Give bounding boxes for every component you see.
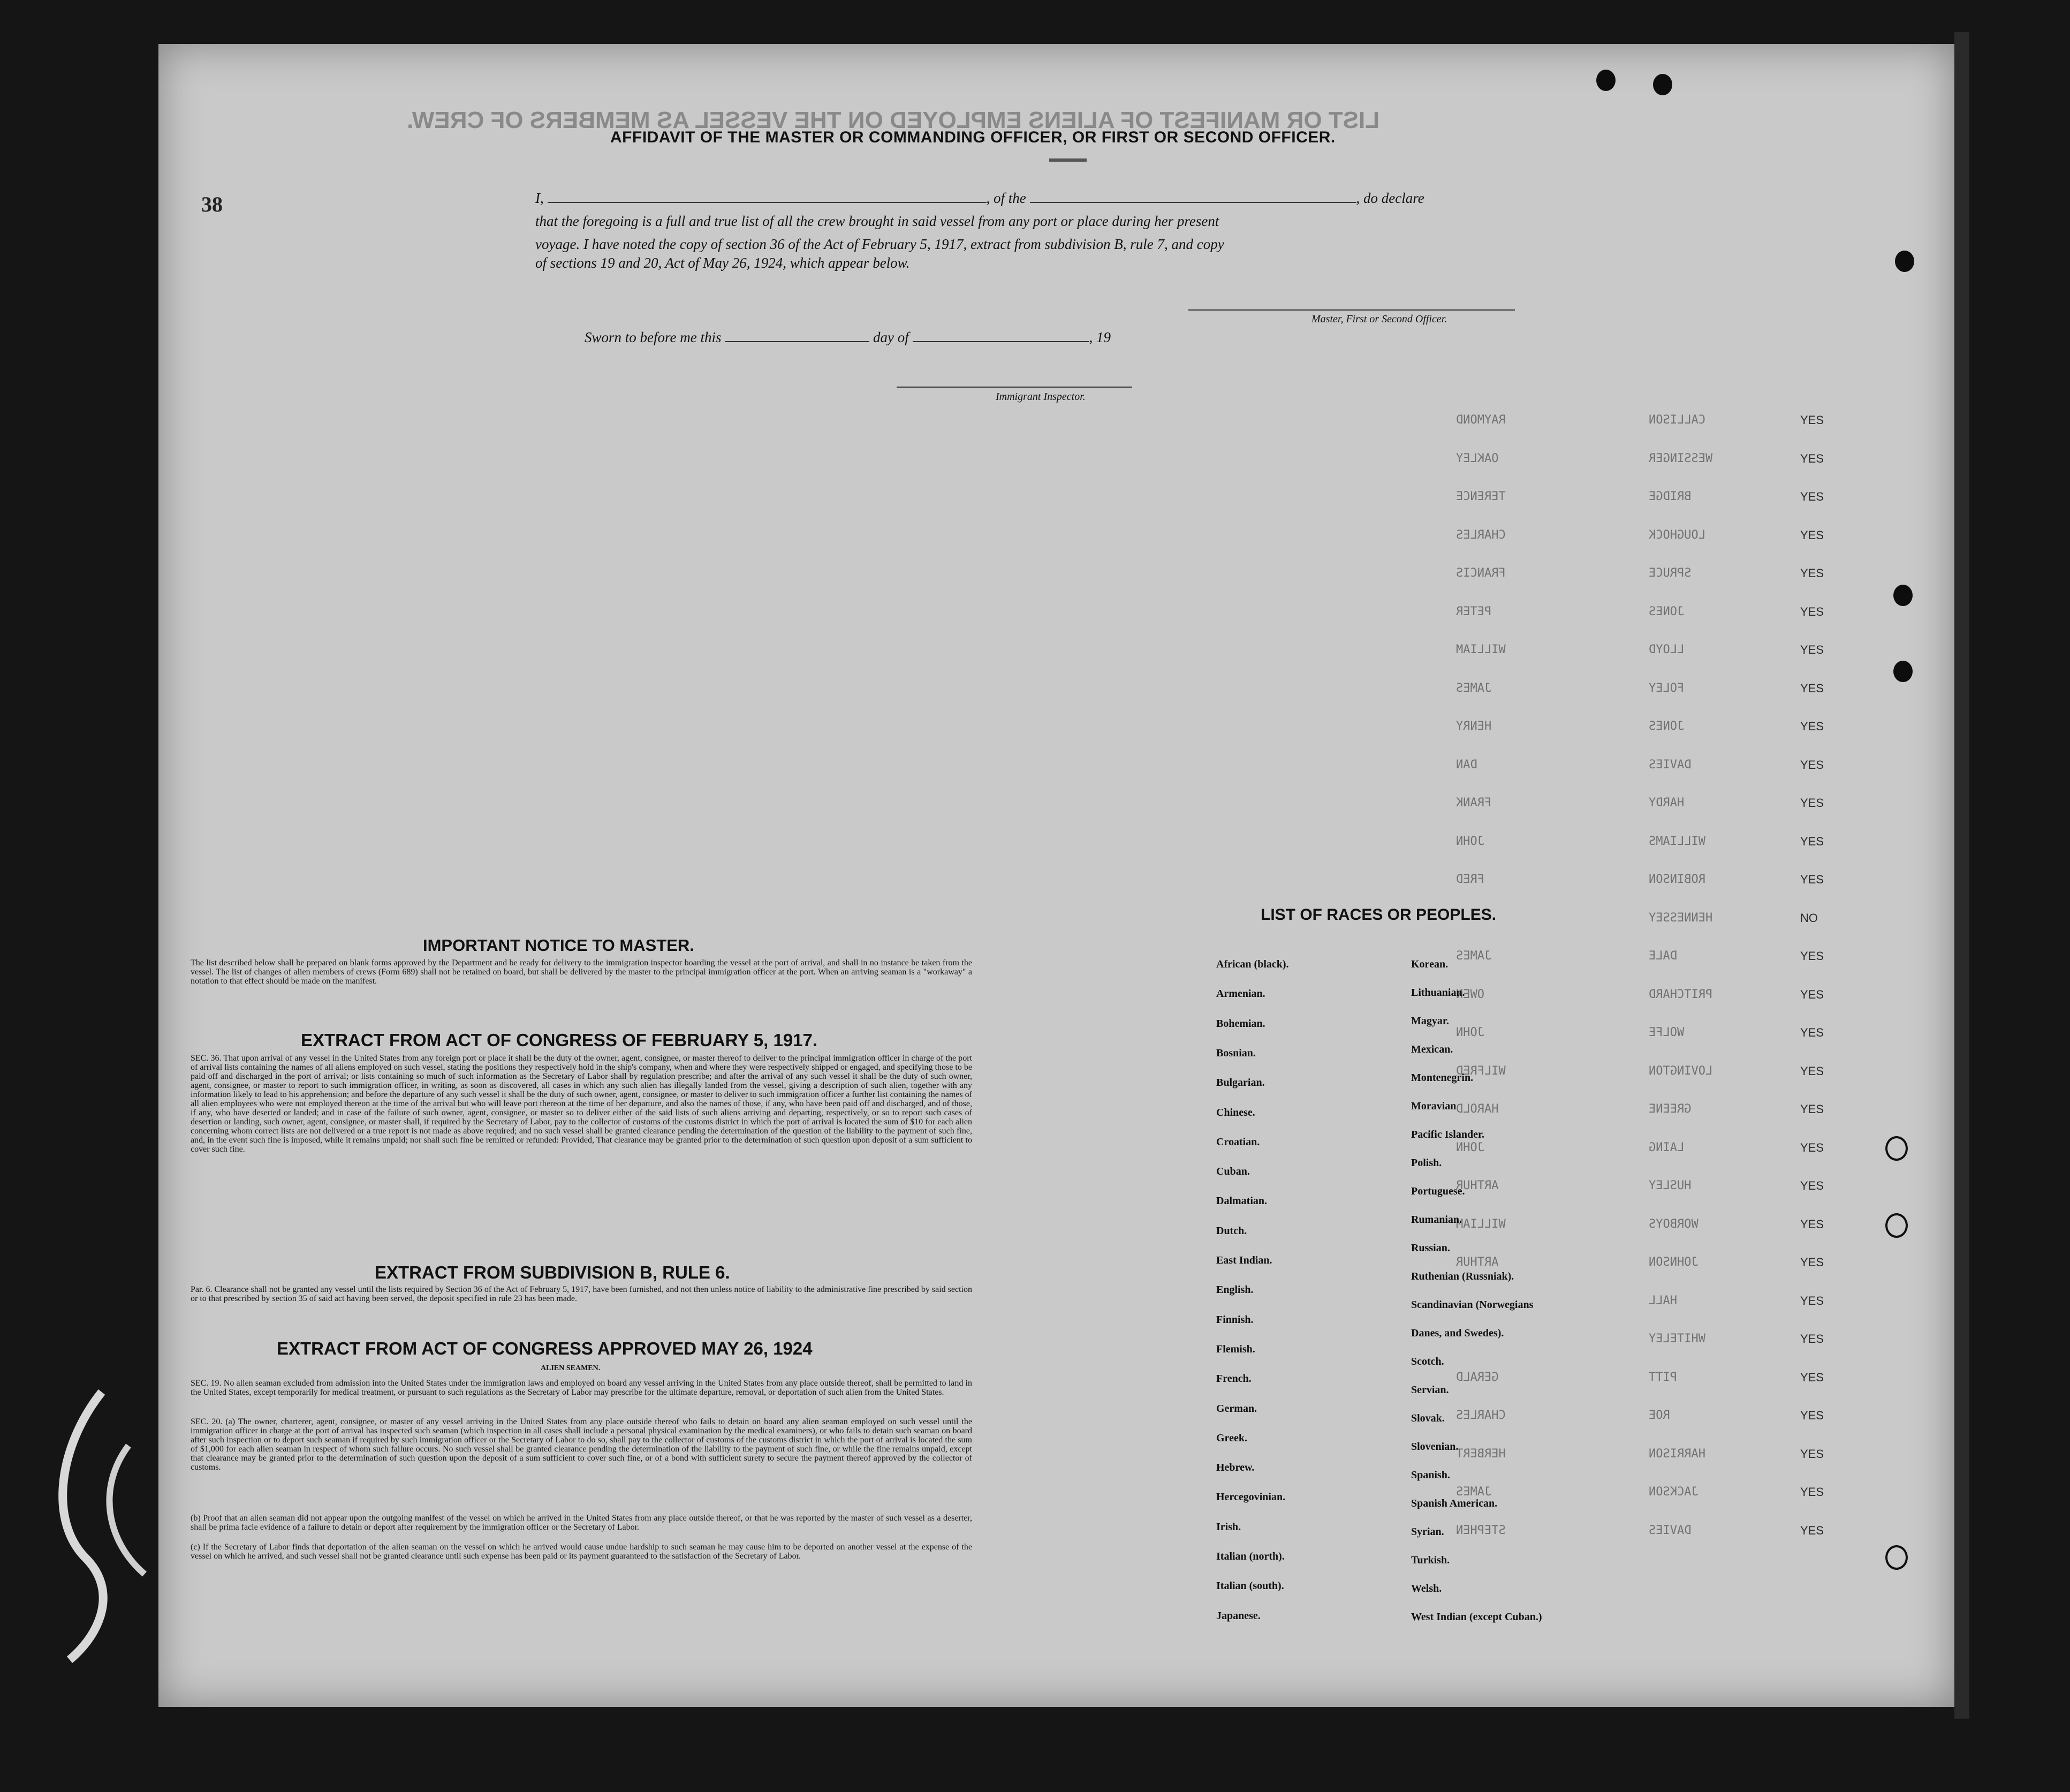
race-item: Bulgarian. <box>1216 1077 1265 1088</box>
race-item: Scotch. <box>1411 1356 1444 1367</box>
row-given-name: JAMES <box>1456 1485 1492 1499</box>
row-mark: YES <box>1800 566 1824 580</box>
row-mark: YES <box>1800 1102 1824 1116</box>
of-the-label: , of the <box>986 190 1026 206</box>
do-declare-label: , do declare <box>1356 190 1424 206</box>
race-item: Ruthenian (Russniak). <box>1411 1271 1514 1282</box>
row-mark: YES <box>1800 1485 1824 1499</box>
center-rule <box>1049 158 1087 162</box>
row-surname: ROBINSON <box>1649 873 1705 886</box>
punch-hole-icon <box>1893 661 1913 682</box>
row-mark: YES <box>1800 1371 1824 1384</box>
races-title: LIST OF RACES OR PEOPLES. <box>1261 906 1497 924</box>
affidavit-title: AFFIDAVIT OF THE MASTER OR COMMANDING OFFICER, OR FIRST OR SECOND OFFICER. <box>610 128 1336 146</box>
race-item: Italian (south). <box>1216 1580 1284 1592</box>
extract-1917-heading: EXTRACT FROM ACT OF CONGRESS OF FEBRUARY 5, 1917. <box>301 1030 818 1050</box>
race-item: East Indian. <box>1216 1254 1272 1266</box>
row-mark: YES <box>1800 988 1824 1001</box>
row-mark: YES <box>1800 1294 1824 1307</box>
sworn-line <box>585 329 1111 346</box>
race-item: Moravian <box>1411 1100 1457 1112</box>
extract-1917-text: SEC. 36. That upon arrival of any vessel in the United States from any foreign port or place it shall be the duty of the owner, agent, consignee, or master thereof to deliver to the principal immigration officer in charge of the port of arrival lists containing the names of all aliens employed on such vessel, stating the positions they respectively hold in the ship's company, when and where they were respectively shipped or engaged, and specifying those to be paid off and discharged in the port of arrival; or lists containing so much of such information as the Secretary of Labor shall by regulation prescribe; and after the arrival of any such vessel it shall be the duty of such owner, agent, consignee, or master to report to such immigration officer, in writing, as soon as discovered, all cases in which any such alien has illegally landed from the vessel, giving a description of such alien, together with any information likely to lead to his apprehension; and before the departure of any such vessel it shall be the duty of such owner, agent, consignee, or master to deliver to such immigration officer a further list containing the names of all alien employees who were not employed thereon at the time of the arrival but who will leave port thereon at the time of her departure, and also the names of those, if any, who have been paid off and discharged, and of those, if any, who have deserted or landed; and in case of the failure of such owner, agent, consignee, or master so to deliver either of the said lists of such aliens arriving and departing, respectively, or so to report such cases of desertion or landing, such owner, agent, consignee, or master shall, if required by the Secretary of Labor, pay to the collector of customs of the customs district in which the port of arrival is located the sum of $10 for each alien concerning whom correct lists are not delivered or a true report is not made as above required; and no such vessel shall be granted clearance pending the determination of the question of the liability to the payment of such fine, and, in the event such fine is imposed, while it remains unpaid; nor shall such fine be remitted or refunded: Provided, That clearance may be granted prior to the determination of such question upon deposit of a sum sufficient to cover such fine. <box>191 1054 972 1154</box>
inspector-signature-line <box>897 387 1132 388</box>
declaration-line-2: voyage. I have noted the copy of section 36 of the Act of February 5, 1917, extract from subdivision B, rule 7, and copy <box>535 236 1224 252</box>
extract-1924-heading: EXTRACT FROM ACT OF CONGRESS APPROVED MAY 26, 1924 <box>277 1339 813 1358</box>
row-surname: JACKSON <box>1649 1485 1699 1499</box>
punch-hole-icon <box>1653 74 1672 95</box>
race-item: English. <box>1216 1284 1254 1296</box>
row-given-name: CHARLES <box>1456 1409 1506 1422</box>
row-surname: GREENE <box>1649 1102 1692 1116</box>
race-item: Greek. <box>1216 1432 1247 1444</box>
race-item: Magyar. <box>1411 1015 1449 1027</box>
row-surname: WORBOYS <box>1649 1218 1699 1231</box>
row-surname: WILLIAMS <box>1649 835 1705 848</box>
row-mark: YES <box>1800 1141 1824 1154</box>
inspector-label: Immigrant Inspector. <box>996 391 1086 403</box>
row-given-name: CHARLES <box>1456 528 1506 542</box>
row-given-name: JAMES <box>1456 949 1492 963</box>
race-item: Armenian. <box>1216 988 1265 1000</box>
ring-hole-icon <box>1885 1545 1908 1570</box>
punch-hole-icon <box>1596 70 1616 91</box>
row-mark: YES <box>1800 720 1824 733</box>
sec19-text: SEC. 19. No alien seaman excluded from admission into the United States under the immigration laws and employed on board any vessel arriving in the United States from any place outside thereof, shall be permitted to land in the United States, except temporarily for medical treatment, or pursuant to such regulations as the Secretary of Labor may prescribe for the ultimate departure, removal, or deportation of such alien from the United States. <box>191 1379 972 1397</box>
row-given-name: WILFRED <box>1456 1064 1506 1078</box>
race-item: Italian (north). <box>1216 1551 1285 1562</box>
race-item: Lithuanian. <box>1411 987 1465 999</box>
row-mark: YES <box>1800 835 1824 848</box>
row-given-name: ARTHUR <box>1456 1256 1499 1269</box>
row-given-name: WILLIAM <box>1456 1218 1506 1231</box>
i-label: I, <box>535 190 544 206</box>
row-surname: SPRUCE <box>1649 566 1692 580</box>
row-surname: PRITCHARD <box>1649 988 1713 1001</box>
race-item: Hebrew. <box>1216 1462 1255 1473</box>
row-given-name: JAMES <box>1456 682 1492 695</box>
row-given-name: HERBERT <box>1456 1447 1506 1461</box>
row-mark: YES <box>1800 490 1824 503</box>
row-surname: WHITELEY <box>1649 1332 1705 1345</box>
name-blank <box>548 202 987 203</box>
row-mark: YES <box>1800 758 1824 772</box>
row-mark: YES <box>1800 682 1824 695</box>
race-item: Japanese. <box>1216 1610 1261 1622</box>
race-item: Chinese. <box>1216 1107 1255 1118</box>
row-surname: HUSLEY <box>1649 1179 1692 1192</box>
race-item: Dutch. <box>1216 1225 1247 1237</box>
row-mark: YES <box>1800 1409 1824 1422</box>
row-given-name: ARTHUR <box>1456 1179 1499 1192</box>
row-surname: JONES <box>1649 605 1685 618</box>
race-item: Hercegovinian. <box>1216 1491 1286 1503</box>
race-item: African (black). <box>1216 958 1289 970</box>
handwritten-mark-icon <box>37 1381 177 1681</box>
race-item: Korean. <box>1411 958 1449 970</box>
sec20b-text: (b) Proof that an alien seaman did not appear upon the outgoing manifest of the vessel on which he arrived in the United States from any place outside thereof, or that he was reported by the master of such vessel as a deserter, shall be prima facie evidence of a failure to detain or deport after requirement by the immigration officer or the Secretary of Labor. <box>191 1514 972 1532</box>
race-item: Mexican. <box>1411 1044 1453 1055</box>
day-of-label: day of <box>873 329 909 345</box>
row-mark: YES <box>1800 873 1824 886</box>
row-given-name: JOHN <box>1456 835 1484 848</box>
row-given-name: WILLIAM <box>1456 643 1506 656</box>
row-surname: LLOYD <box>1649 643 1685 656</box>
master-signature-line <box>1188 309 1515 311</box>
row-given-name: OWEN <box>1456 988 1484 1001</box>
punch-hole-icon <box>1893 585 1913 606</box>
row-mark: YES <box>1800 1256 1824 1269</box>
page-number: 38 <box>201 192 223 216</box>
row-given-name: JOHN <box>1456 1026 1484 1039</box>
row-mark: YES <box>1800 949 1824 963</box>
row-given-name: OAKLEY <box>1456 452 1499 465</box>
row-given-name: HENRY <box>1456 720 1492 733</box>
row-surname: WOLFE <box>1649 1026 1685 1039</box>
row-surname: CALLISON <box>1649 413 1705 427</box>
row-surname: HENNESSEY <box>1649 911 1713 925</box>
row-given-name: PETER <box>1456 605 1492 618</box>
row-given-name: JOHN <box>1456 1141 1484 1154</box>
race-item: Spanish American. <box>1411 1498 1498 1509</box>
master-label: Master, First or Second Officer. <box>1311 313 1447 325</box>
race-item: Cuban. <box>1216 1166 1250 1177</box>
day-blank <box>725 341 869 342</box>
row-given-name: DAN <box>1456 758 1477 772</box>
race-item: Danes, and Swedes). <box>1411 1327 1504 1339</box>
row-surname: HARDY <box>1649 796 1685 810</box>
ring-hole-icon <box>1885 1136 1908 1161</box>
race-item: Dalmatian. <box>1216 1195 1267 1207</box>
race-item: Syrian. <box>1411 1526 1444 1538</box>
row-surname: DALE <box>1649 949 1677 963</box>
row-given-name: RAYMOND <box>1456 413 1506 427</box>
sec20a-text: SEC. 20. (a) The owner, charterer, agent, consignee, or master of any vessel arriving in the United States from any place outside thereof who fails to detain on board any alien seaman employed on such vessel until the immigration officer in charge at the port of arrival has inspected such seaman (which inspection in all cases shall include a personal physical examination by the medical examiners), or who fails to detain such seaman on board after such inspection or to deport such seaman if required by such immigration officer or the Secretary of Labor to do so, shall pay to the collector of customs of the customs district in which the port of arrival is located the sum of $1,000 for each alien seaman in respect of whom such failure occurs. No such vessel shall be granted clearance pending the determination of the liability to the payment of such fine, or while the fine remains unpaid, except that clearance may be granted prior to the determination of such question upon the deposit of a sum sufficient to cover such fine, or of a bond with sufficient surety to secure the payment thereof approved by the collector of customs. <box>191 1417 972 1472</box>
row-surname: WESSINGER <box>1649 452 1713 465</box>
race-item: Russian. <box>1411 1242 1450 1254</box>
declaration-line-1: that the foregoing is a full and true list of all the crew brought in said vessel from any port or place during her present <box>535 213 1219 229</box>
race-item: Irish. <box>1216 1521 1241 1533</box>
row-mark: NO <box>1800 911 1818 925</box>
race-item: Flemish. <box>1216 1343 1255 1355</box>
row-surname: FOLEY <box>1649 682 1685 695</box>
row-mark: YES <box>1800 796 1824 810</box>
row-mark: YES <box>1800 452 1824 465</box>
punch-hole-icon <box>1895 251 1914 272</box>
extract-rule6-text: Par. 6. Clearance shall not be granted any vessel until the lists required by Section 36 of the Act of February 5, 1917, have been furnished, and not then unless notice of liability to the administrative fine prescribed by said section or to that prescribed by section 35 of said act having been served, the deposit specified in rule 23 has been made. <box>191 1285 972 1303</box>
race-item: Turkish. <box>1411 1554 1450 1566</box>
row-surname: DAVIES <box>1649 1524 1692 1537</box>
race-item: West Indian (except Cuban.) <box>1411 1611 1542 1623</box>
row-surname: HALL <box>1649 1294 1677 1307</box>
row-mark: YES <box>1800 1064 1824 1078</box>
race-item: Pacific Islander. <box>1411 1129 1485 1140</box>
row-mark: YES <box>1800 643 1824 656</box>
row-given-name: GERALD <box>1456 1371 1499 1384</box>
ghost-title: LIST OR MANIFEST OF ALIENS EMPLOYED ON THE VESSEL AS MEMBERS OF CREW. <box>407 107 1380 133</box>
race-item: Spanish. <box>1411 1469 1450 1481</box>
row-surname: HARRISON <box>1649 1447 1705 1461</box>
row-mark: YES <box>1800 528 1824 542</box>
row-mark: YES <box>1800 1218 1824 1231</box>
row-given-name: FRANCIS <box>1456 566 1506 580</box>
race-item: Slovak. <box>1411 1412 1445 1424</box>
ring-hole-icon <box>1885 1213 1908 1238</box>
row-surname: LOVINGTON <box>1649 1064 1713 1078</box>
row-surname: LAING <box>1649 1141 1685 1154</box>
race-item: Portuguese. <box>1411 1185 1465 1197</box>
row-given-name: HAROLD <box>1456 1102 1499 1116</box>
row-surname: JONES <box>1649 720 1685 733</box>
row-surname: BRIDGE <box>1649 490 1692 503</box>
race-item: Bohemian. <box>1216 1018 1265 1030</box>
year-label: , 19 <box>1089 329 1111 345</box>
row-mark: YES <box>1800 1026 1824 1039</box>
race-item: Servian. <box>1411 1384 1449 1396</box>
race-item: Welsh. <box>1411 1583 1442 1594</box>
race-item: Montenegrin. <box>1411 1072 1474 1084</box>
alien-seamen-subheading: ALIEN SEAMEN. <box>541 1364 601 1372</box>
extract-rule6-heading: EXTRACT FROM SUBDIVISION B, RULE 6. <box>375 1262 730 1282</box>
row-given-name: FRANK <box>1456 796 1492 810</box>
row-surname: JOHNSON <box>1649 1256 1699 1269</box>
row-mark: YES <box>1800 1524 1824 1537</box>
row-mark: YES <box>1800 1447 1824 1461</box>
vessel-blank <box>1030 202 1356 203</box>
row-mark: YES <box>1800 1179 1824 1192</box>
row-given-name: TERENCE <box>1456 490 1506 503</box>
race-item: Polish. <box>1411 1157 1442 1169</box>
sec20c-text: (c) If the Secretary of Labor finds that deportation of the alien seaman on the vessel on which he arrived would cause undue hardship to such seaman he may cause him to be deported on another vessel at the expense of the vessel on which he arrived, and such vessel shall not be granted clearance until such expense has been paid or its payment guaranteed to the satisfaction of the Secretary of Labor. <box>191 1543 972 1561</box>
row-given-name: FRED <box>1456 873 1484 886</box>
row-mark: YES <box>1800 1332 1824 1345</box>
race-item: Rumanian. <box>1411 1214 1462 1226</box>
declaration-line-3: of sections 19 and 20, Act of May 26, 1924, which appear below. <box>535 255 910 271</box>
sworn-label: Sworn to before me this <box>585 329 722 345</box>
race-item: Scandinavian (Norwegians <box>1411 1299 1534 1311</box>
row-surname: LOUGHOCK <box>1649 528 1705 542</box>
row-given-name: STEPHEN <box>1456 1524 1506 1537</box>
row-mark: YES <box>1800 413 1824 427</box>
race-item: Finnish. <box>1216 1314 1254 1326</box>
declaration-first-line <box>535 190 1424 207</box>
notice-text: The list described below shall be prepared on blank forms approved by the Department and be ready for delivery to the immigration inspector boarding the vessel at the port of arrival, and shall in no instance be taken from the vessel. The list of changes of alien members of crews (Form 689) shall not be retained on board, but shall be delivered by the master to the principal immigration officer at the port. When an arriving seaman is a "workaway" a notation to that effect should be made on the manifest. <box>191 958 972 986</box>
row-surname: PITT <box>1649 1371 1677 1384</box>
scanner-edge <box>1954 32 1969 1719</box>
race-item: German. <box>1216 1403 1257 1415</box>
row-surname: ROE <box>1649 1409 1670 1422</box>
race-item: Bosnian. <box>1216 1047 1256 1059</box>
race-item: Slovenian. <box>1411 1441 1459 1453</box>
month-blank <box>913 341 1089 342</box>
row-surname: DAVIES <box>1649 758 1692 772</box>
race-item: French. <box>1216 1373 1252 1385</box>
row-mark: YES <box>1800 605 1824 618</box>
notice-heading: IMPORTANT NOTICE TO MASTER. <box>423 936 694 955</box>
race-item: Croatian. <box>1216 1136 1260 1148</box>
